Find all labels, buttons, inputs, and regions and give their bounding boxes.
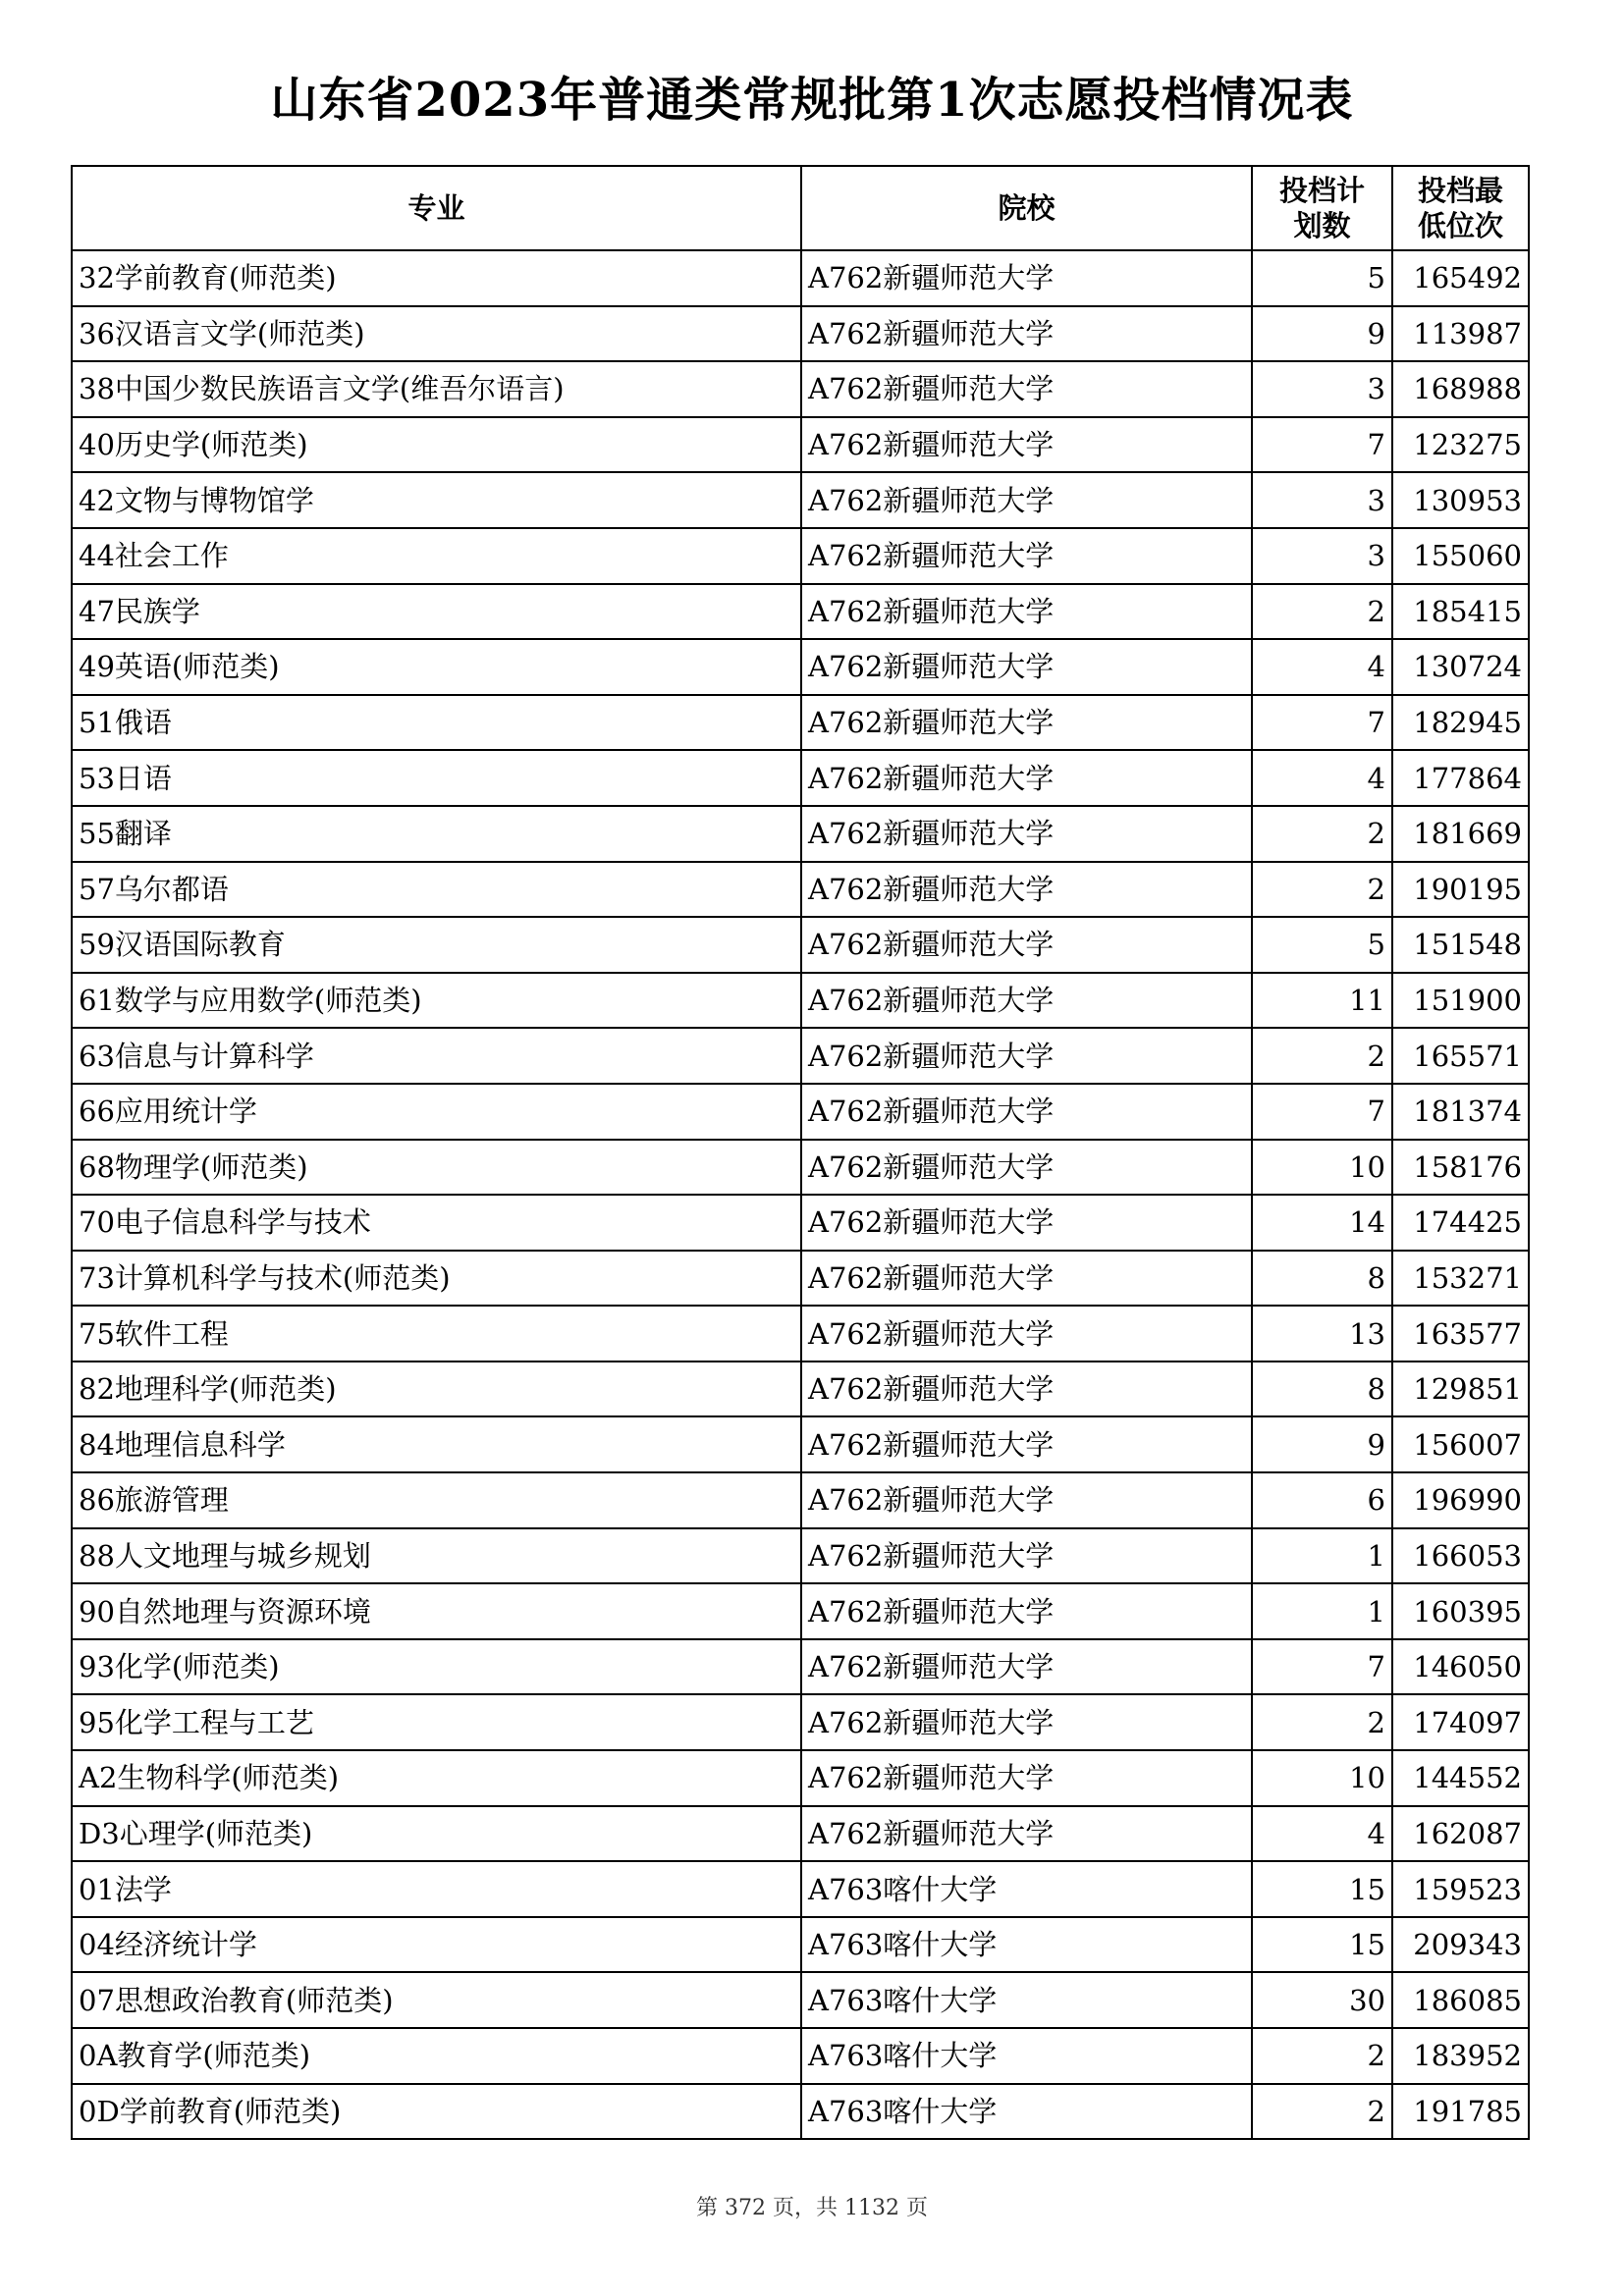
- school-cell: A762新疆师范大学: [801, 306, 1252, 362]
- header-major: 专业: [72, 166, 801, 250]
- plan-count-cell: 3: [1252, 472, 1392, 528]
- major-cell: A2生物科学(师范类): [72, 1750, 801, 1806]
- major-cell: 07思想政治教育(师范类): [72, 1972, 801, 2028]
- header-rank: [1392, 166, 1529, 250]
- major-cell: 90自然地理与资源环境: [72, 1583, 801, 1639]
- table-row: [72, 417, 1529, 473]
- table-row: [72, 973, 1529, 1029]
- table-row: [72, 1917, 1529, 1973]
- major-cell: 04经济统计学: [72, 1917, 801, 1973]
- min-rank-cell: 158176: [1392, 1140, 1529, 1196]
- major-cell: 36汉语言文学(师范类): [72, 306, 801, 362]
- plan-count-cell: 3: [1252, 528, 1392, 584]
- min-rank-cell: 130953: [1392, 472, 1529, 528]
- school-cell: A762新疆师范大学: [801, 1362, 1252, 1417]
- major-cell: 75软件工程: [72, 1306, 801, 1362]
- min-rank-cell: 151900: [1392, 973, 1529, 1029]
- plan-count-cell: 9: [1252, 1416, 1392, 1472]
- min-rank-cell: 144552: [1392, 1750, 1529, 1806]
- school-cell: A762新疆师范大学: [801, 1694, 1252, 1750]
- major-cell: 01法学: [72, 1861, 801, 1917]
- school-cell: A762新疆师范大学: [801, 917, 1252, 973]
- min-rank-cell: 165492: [1392, 250, 1529, 306]
- major-cell: 49英语(师范类): [72, 639, 801, 695]
- major-cell: 59汉语国际教育: [72, 917, 801, 973]
- min-rank-cell: 162087: [1392, 1806, 1529, 1862]
- school-cell: A763喀什大学: [801, 1917, 1252, 1973]
- table-body: [72, 250, 1529, 2139]
- major-cell: 84地理信息科学: [72, 1416, 801, 1472]
- major-cell: 88人文地理与城乡规划: [72, 1528, 801, 1584]
- school-cell: A762新疆师范大学: [801, 1416, 1252, 1472]
- plan-count-cell: 10: [1252, 1750, 1392, 1806]
- header-rank-line1: 投档最: [1417, 174, 1503, 207]
- table-row: [72, 1750, 1529, 1806]
- min-rank-cell: 166053: [1392, 1528, 1529, 1584]
- plan-count-cell: 15: [1252, 1861, 1392, 1917]
- school-cell: A762新疆师范大学: [801, 1140, 1252, 1196]
- school-cell: A762新疆师范大学: [801, 1028, 1252, 1084]
- school-cell: A762新疆师范大学: [801, 1528, 1252, 1584]
- table-row: [72, 806, 1529, 862]
- school-cell: A762新疆师范大学: [801, 1251, 1252, 1307]
- plan-count-cell: 9: [1252, 306, 1392, 362]
- table-row: [72, 528, 1529, 584]
- plan-count-cell: 10: [1252, 1140, 1392, 1196]
- major-cell: 55翻译: [72, 806, 801, 862]
- plan-count-cell: 2: [1252, 1028, 1392, 1084]
- header-rank-line2: 低位次: [1417, 209, 1503, 242]
- plan-count-cell: 7: [1252, 417, 1392, 473]
- major-cell: 32学前教育(师范类): [72, 250, 801, 306]
- table-row: [72, 1084, 1529, 1140]
- school-cell: A762新疆师范大学: [801, 1195, 1252, 1251]
- header-school: 院校: [801, 166, 1252, 250]
- major-cell: 63信息与计算科学: [72, 1028, 801, 1084]
- table-row: [72, 639, 1529, 695]
- school-cell: A763喀什大学: [801, 1861, 1252, 1917]
- school-cell: A762新疆师范大学: [801, 417, 1252, 473]
- major-cell: 73计算机科学与技术(师范类): [72, 1251, 801, 1307]
- plan-count-cell: 8: [1252, 1251, 1392, 1307]
- plan-count-cell: 14: [1252, 1195, 1392, 1251]
- min-rank-cell: 196990: [1392, 1472, 1529, 1528]
- min-rank-cell: 190195: [1392, 862, 1529, 918]
- school-cell: A762新疆师范大学: [801, 528, 1252, 584]
- table-row: [72, 750, 1529, 806]
- min-rank-cell: 183952: [1392, 2028, 1529, 2084]
- table-row: [72, 1472, 1529, 1528]
- min-rank-cell: 155060: [1392, 528, 1529, 584]
- min-rank-cell: 191785: [1392, 2084, 1529, 2140]
- table-row: [72, 1251, 1529, 1307]
- plan-count-cell: 2: [1252, 862, 1392, 918]
- table-row: [72, 1362, 1529, 1417]
- major-cell: 82地理科学(师范类): [72, 1362, 801, 1417]
- min-rank-cell: 182945: [1392, 695, 1529, 751]
- min-rank-cell: 181374: [1392, 1084, 1529, 1140]
- table-row: [72, 1306, 1529, 1362]
- table-row: [72, 1583, 1529, 1639]
- major-cell: 61数学与应用数学(师范类): [72, 973, 801, 1029]
- school-cell: A762新疆师范大学: [801, 750, 1252, 806]
- plan-count-cell: 7: [1252, 1084, 1392, 1140]
- school-cell: A762新疆师范大学: [801, 250, 1252, 306]
- major-cell: 42文物与博物馆学: [72, 472, 801, 528]
- min-rank-cell: 177864: [1392, 750, 1529, 806]
- school-cell: A762新疆师范大学: [801, 1084, 1252, 1140]
- major-cell: 51俄语: [72, 695, 801, 751]
- min-rank-cell: 156007: [1392, 1416, 1529, 1472]
- table-row: [72, 1195, 1529, 1251]
- school-cell: A762新疆师范大学: [801, 1639, 1252, 1695]
- min-rank-cell: 146050: [1392, 1639, 1529, 1695]
- plan-count-cell: 8: [1252, 1362, 1392, 1417]
- school-cell: A762新疆师范大学: [801, 584, 1252, 640]
- plan-count-cell: 4: [1252, 1806, 1392, 1862]
- min-rank-cell: 174097: [1392, 1694, 1529, 1750]
- plan-count-cell: 6: [1252, 1472, 1392, 1528]
- major-cell: 47民族学: [72, 584, 801, 640]
- school-cell: A762新疆师范大学: [801, 806, 1252, 862]
- table-row: [72, 1694, 1529, 1750]
- table-row: [72, 1972, 1529, 2028]
- plan-count-cell: 3: [1252, 361, 1392, 417]
- table-row: [72, 2084, 1529, 2140]
- major-cell: 0A教育学(师范类): [72, 2028, 801, 2084]
- table-row: [72, 361, 1529, 417]
- school-cell: A762新疆师范大学: [801, 862, 1252, 918]
- school-cell: A762新疆师范大学: [801, 1750, 1252, 1806]
- table-row: [72, 306, 1529, 362]
- min-rank-cell: 123275: [1392, 417, 1529, 473]
- major-cell: 93化学(师范类): [72, 1639, 801, 1695]
- major-cell: 40历史学(师范类): [72, 417, 801, 473]
- school-cell: A763喀什大学: [801, 2028, 1252, 2084]
- table-row: [72, 1028, 1529, 1084]
- major-cell: 95化学工程与工艺: [72, 1694, 801, 1750]
- min-rank-cell: 160395: [1392, 1583, 1529, 1639]
- school-cell: A762新疆师范大学: [801, 1472, 1252, 1528]
- major-cell: 86旅游管理: [72, 1472, 801, 1528]
- table-row: [72, 695, 1529, 751]
- header-plan: [1252, 166, 1392, 250]
- min-rank-cell: 209343: [1392, 1917, 1529, 1973]
- plan-count-cell: 1: [1252, 1528, 1392, 1584]
- min-rank-cell: 168988: [1392, 361, 1529, 417]
- plan-count-cell: 7: [1252, 1639, 1392, 1695]
- table-row: [72, 1528, 1529, 1584]
- min-rank-cell: 181669: [1392, 806, 1529, 862]
- plan-count-cell: 4: [1252, 639, 1392, 695]
- plan-count-cell: 1: [1252, 1583, 1392, 1639]
- major-cell: 57乌尔都语: [72, 862, 801, 918]
- plan-count-cell: 2: [1252, 806, 1392, 862]
- plan-count-cell: 2: [1252, 584, 1392, 640]
- table-row: [72, 917, 1529, 973]
- plan-count-cell: 2: [1252, 2084, 1392, 2140]
- plan-count-cell: 13: [1252, 1306, 1392, 1362]
- plan-count-cell: 5: [1252, 917, 1392, 973]
- major-cell: 0D学前教育(师范类): [72, 2084, 801, 2140]
- table-row: [72, 584, 1529, 640]
- min-rank-cell: 186085: [1392, 1972, 1529, 2028]
- school-cell: A762新疆师范大学: [801, 973, 1252, 1029]
- header-plan-line2: 划数: [1293, 209, 1351, 242]
- major-cell: 44社会工作: [72, 528, 801, 584]
- admission-table: [71, 165, 1530, 2140]
- table-header-row: [72, 166, 1529, 250]
- min-rank-cell: 151548: [1392, 917, 1529, 973]
- header-plan-line1: 投档计: [1278, 174, 1365, 207]
- min-rank-cell: 130724: [1392, 639, 1529, 695]
- school-cell: A762新疆师范大学: [801, 1806, 1252, 1862]
- page-title: 山东省2023年普通类常规批第1次志愿投档情况表: [270, 73, 1354, 128]
- school-cell: A762新疆师范大学: [801, 1583, 1252, 1639]
- plan-count-cell: 11: [1252, 973, 1392, 1029]
- table-row: [72, 472, 1529, 528]
- plan-count-cell: 15: [1252, 1917, 1392, 1973]
- table-row: [72, 2028, 1529, 2084]
- page-footer: 第 372 页，共 1132 页: [696, 2196, 928, 2220]
- table-row: [72, 1806, 1529, 1862]
- min-rank-cell: 153271: [1392, 1251, 1529, 1307]
- table-row: [72, 1416, 1529, 1472]
- plan-count-cell: 2: [1252, 2028, 1392, 2084]
- school-cell: A763喀什大学: [801, 2084, 1252, 2140]
- plan-count-cell: 4: [1252, 750, 1392, 806]
- major-cell: 53日语: [72, 750, 801, 806]
- table-row: [72, 1861, 1529, 1917]
- min-rank-cell: 129851: [1392, 1362, 1529, 1417]
- table-row: [72, 250, 1529, 306]
- school-cell: A762新疆师范大学: [801, 361, 1252, 417]
- table-row: [72, 862, 1529, 918]
- major-cell: 38中国少数民族语言文学(维吾尔语言): [72, 361, 801, 417]
- min-rank-cell: 159523: [1392, 1861, 1529, 1917]
- plan-count-cell: 2: [1252, 1694, 1392, 1750]
- school-cell: A763喀什大学: [801, 1972, 1252, 2028]
- major-cell: 68物理学(师范类): [72, 1140, 801, 1196]
- min-rank-cell: 165571: [1392, 1028, 1529, 1084]
- plan-count-cell: 7: [1252, 695, 1392, 751]
- major-cell: 66应用统计学: [72, 1084, 801, 1140]
- table-row: [72, 1140, 1529, 1196]
- min-rank-cell: 113987: [1392, 306, 1529, 362]
- school-cell: A762新疆师范大学: [801, 1306, 1252, 1362]
- school-cell: A762新疆师范大学: [801, 472, 1252, 528]
- major-cell: D3心理学(师范类): [72, 1806, 801, 1862]
- plan-count-cell: 30: [1252, 1972, 1392, 2028]
- min-rank-cell: 163577: [1392, 1306, 1529, 1362]
- min-rank-cell: 185415: [1392, 584, 1529, 640]
- min-rank-cell: 174425: [1392, 1195, 1529, 1251]
- school-cell: A762新疆师范大学: [801, 639, 1252, 695]
- plan-count-cell: 5: [1252, 250, 1392, 306]
- table-row: [72, 1639, 1529, 1695]
- school-cell: A762新疆师范大学: [801, 695, 1252, 751]
- major-cell: 70电子信息科学与技术: [72, 1195, 801, 1251]
